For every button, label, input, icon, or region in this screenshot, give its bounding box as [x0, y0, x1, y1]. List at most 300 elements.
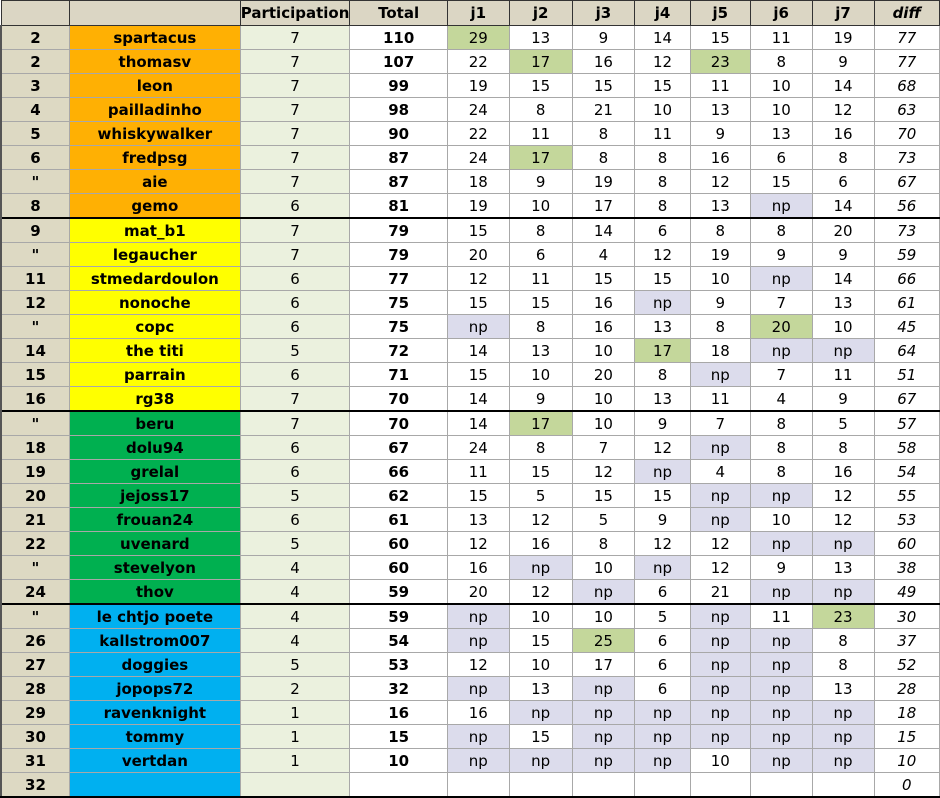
table-row — [1, 460, 940, 484]
score-cell-j5: 8 — [690, 315, 750, 339]
score-cell-j7: np — [812, 749, 874, 773]
rank-cell: 14 — [1, 339, 69, 363]
participation-cell: 6 — [240, 436, 350, 460]
score-cell-j2: 8 — [509, 436, 572, 460]
total-header: Total — [350, 1, 447, 26]
total-cell: 77 — [350, 267, 447, 291]
score-cell-j1: 12 — [447, 653, 509, 677]
table-row — [1, 604, 940, 629]
diff-cell: 70 — [874, 122, 940, 146]
participation-header: Participation — [240, 1, 350, 26]
total-cell: 15 — [350, 725, 447, 749]
score-cell-j5: 19 — [690, 243, 750, 267]
j3-header: j3 — [572, 1, 635, 26]
score-cell-j1: 19 — [447, 194, 509, 219]
score-cell-j1: np — [447, 629, 509, 653]
diff-cell: 54 — [874, 460, 940, 484]
score-cell-j3: 16 — [572, 291, 635, 315]
player-name-cell: pailladinho — [69, 98, 240, 122]
score-cell-j2: 17 — [509, 50, 572, 74]
total-cell: 81 — [350, 194, 447, 219]
total-cell: 10 — [350, 749, 447, 773]
score-cell-j2: 9 — [509, 387, 572, 412]
participation-cell: 7 — [240, 74, 350, 98]
score-cell-j5: np — [690, 725, 750, 749]
score-cell-j2: 5 — [509, 484, 572, 508]
diff-cell: 53 — [874, 508, 940, 532]
score-cell-j6: 10 — [750, 74, 812, 98]
total-cell: 66 — [350, 460, 447, 484]
score-cell-j7: 8 — [812, 653, 874, 677]
score-cell-j4: 14 — [635, 26, 690, 50]
score-cell-j2: 8 — [509, 315, 572, 339]
score-cell-j1: 13 — [447, 508, 509, 532]
player-name-cell: le chtjo poete — [69, 604, 240, 629]
rank-cell: 6 — [1, 146, 69, 170]
participation-cell: 7 — [240, 243, 350, 267]
score-cell-j4: 8 — [635, 194, 690, 219]
score-cell-j5: 10 — [690, 267, 750, 291]
score-cell-j5: 7 — [690, 411, 750, 436]
score-cell-j4: 12 — [635, 532, 690, 556]
participation-cell: 4 — [240, 629, 350, 653]
score-cell-j4: 15 — [635, 74, 690, 98]
player-name-cell: fredpsg — [69, 146, 240, 170]
diff-cell: 77 — [874, 26, 940, 50]
score-cell-j4: np — [635, 701, 690, 725]
diff-cell: 37 — [874, 629, 940, 653]
score-cell-j6: 4 — [750, 387, 812, 412]
participation-cell: 6 — [240, 508, 350, 532]
score-cell-j3: 10 — [572, 339, 635, 363]
table-row — [1, 629, 940, 653]
table-row — [1, 556, 940, 580]
score-cell-j7: 13 — [812, 677, 874, 701]
table-row — [1, 243, 940, 267]
score-cell-j7: 9 — [812, 243, 874, 267]
score-cell-j4: 8 — [635, 170, 690, 194]
player-name-cell: thov — [69, 580, 240, 605]
score-cell-j5: 13 — [690, 194, 750, 219]
participation-cell: 4 — [240, 556, 350, 580]
score-cell-j6: 8 — [750, 460, 812, 484]
score-cell-j3: 9 — [572, 26, 635, 50]
player-name-cell: jopops72 — [69, 677, 240, 701]
j6-header: j6 — [750, 1, 812, 26]
score-cell-j3: np — [572, 701, 635, 725]
score-cell-j1: 19 — [447, 74, 509, 98]
score-cell-j4: 5 — [635, 604, 690, 629]
rank-cell: " — [1, 170, 69, 194]
score-cell-j2: 12 — [509, 580, 572, 605]
table-row — [1, 677, 940, 701]
rank-cell: 4 — [1, 98, 69, 122]
score-cell-j4: 6 — [635, 218, 690, 243]
score-cell-j3: 17 — [572, 653, 635, 677]
participation-cell: 4 — [240, 604, 350, 629]
diff-cell: 61 — [874, 291, 940, 315]
score-cell-j7: 11 — [812, 363, 874, 387]
score-cell-j6: np — [750, 580, 812, 605]
score-cell-j2: 16 — [509, 532, 572, 556]
score-cell-j2: 17 — [509, 411, 572, 436]
score-cell-j5: 10 — [690, 749, 750, 773]
score-cell-j6: np — [750, 629, 812, 653]
diff-cell: 73 — [874, 218, 940, 243]
table-row — [1, 701, 940, 725]
score-cell-j3: 10 — [572, 604, 635, 629]
score-cell-j6: np — [750, 701, 812, 725]
score-cell-j4: 9 — [635, 411, 690, 436]
score-cell-j6: 9 — [750, 556, 812, 580]
score-cell-j2: 13 — [509, 339, 572, 363]
rank-cell: " — [1, 315, 69, 339]
score-cell-j4: 6 — [635, 653, 690, 677]
participation-cell: 1 — [240, 725, 350, 749]
table-row — [1, 339, 940, 363]
player-name-cell: tommy — [69, 725, 240, 749]
table-row — [1, 74, 940, 98]
score-cell-j7: 9 — [812, 50, 874, 74]
diff-cell: 59 — [874, 243, 940, 267]
score-cell-j3: 17 — [572, 194, 635, 219]
score-cell-j2: 13 — [509, 677, 572, 701]
score-cell-j3: 16 — [572, 315, 635, 339]
score-cell-j2: 15 — [509, 460, 572, 484]
j1-header: j1 — [447, 1, 509, 26]
player-name-cell: rg38 — [69, 387, 240, 412]
score-cell-j3: 15 — [572, 484, 635, 508]
score-cell-j6: np — [750, 267, 812, 291]
score-cell-j4: 15 — [635, 267, 690, 291]
score-cell-j4: np — [635, 460, 690, 484]
score-cell-j7: 19 — [812, 26, 874, 50]
diff-cell: 10 — [874, 749, 940, 773]
diff-cell: 45 — [874, 315, 940, 339]
score-cell-j3: 8 — [572, 146, 635, 170]
diff-cell: 60 — [874, 532, 940, 556]
diff-cell: 57 — [874, 411, 940, 436]
score-cell-j2: np — [509, 701, 572, 725]
score-cell-j1: 24 — [447, 146, 509, 170]
score-cell-j1: 16 — [447, 701, 509, 725]
diff-cell: 68 — [874, 74, 940, 98]
score-cell-j1: 24 — [447, 98, 509, 122]
score-cell-j7: 14 — [812, 74, 874, 98]
table-row — [1, 387, 940, 412]
score-cell-j1: 14 — [447, 411, 509, 436]
score-cell-j5: np — [690, 629, 750, 653]
score-cell-j4 — [635, 773, 690, 798]
score-cell-j5 — [690, 773, 750, 798]
rank-cell: 16 — [1, 387, 69, 412]
rank-cell: 29 — [1, 701, 69, 725]
score-cell-j3: 10 — [572, 556, 635, 580]
player-name-cell: the titi — [69, 339, 240, 363]
table-row — [1, 218, 940, 243]
score-cell-j7: np — [812, 580, 874, 605]
score-cell-j5: 12 — [690, 532, 750, 556]
score-cell-j7: np — [812, 339, 874, 363]
diff-cell: 66 — [874, 267, 940, 291]
score-cell-j6: np — [750, 749, 812, 773]
participation-cell: 6 — [240, 291, 350, 315]
score-cell-j7: 14 — [812, 194, 874, 219]
score-cell-j3: 19 — [572, 170, 635, 194]
score-cell-j2 — [509, 773, 572, 798]
score-cell-j5: 18 — [690, 339, 750, 363]
score-cell-j7: 12 — [812, 484, 874, 508]
participation-cell: 7 — [240, 146, 350, 170]
table-row — [1, 291, 940, 315]
score-cell-j1: 16 — [447, 556, 509, 580]
score-cell-j2: 8 — [509, 218, 572, 243]
score-cell-j2: 17 — [509, 146, 572, 170]
total-cell: 70 — [350, 387, 447, 412]
diff-header: diff — [874, 1, 940, 26]
total-cell: 61 — [350, 508, 447, 532]
table-row — [1, 363, 940, 387]
score-cell-j6: np — [750, 484, 812, 508]
participation-cell: 2 — [240, 677, 350, 701]
table-row — [1, 411, 940, 436]
player-name-cell: frouan24 — [69, 508, 240, 532]
total-cell: 54 — [350, 629, 447, 653]
rank-cell: 28 — [1, 677, 69, 701]
player-name-cell: leon — [69, 74, 240, 98]
score-cell-j7: 8 — [812, 629, 874, 653]
score-cell-j5: 9 — [690, 122, 750, 146]
player-name-cell: uvenard — [69, 532, 240, 556]
score-cell-j4: 13 — [635, 315, 690, 339]
diff-cell: 51 — [874, 363, 940, 387]
score-cell-j3: 4 — [572, 243, 635, 267]
table-row — [1, 194, 940, 219]
score-cell-j6 — [750, 773, 812, 798]
rank-cell: 3 — [1, 74, 69, 98]
score-cell-j3: 15 — [572, 74, 635, 98]
diff-cell: 73 — [874, 146, 940, 170]
total-cell: 107 — [350, 50, 447, 74]
table-row — [1, 122, 940, 146]
diff-cell: 15 — [874, 725, 940, 749]
rank-cell: " — [1, 243, 69, 267]
score-cell-j4: 13 — [635, 387, 690, 412]
score-cell-j7: 20 — [812, 218, 874, 243]
table-row — [1, 749, 940, 773]
participation-cell: 5 — [240, 532, 350, 556]
player-name-cell: spartacus — [69, 26, 240, 50]
rank-cell: 8 — [1, 194, 69, 219]
score-cell-j4: np — [635, 749, 690, 773]
participation-cell: 7 — [240, 98, 350, 122]
player-name-cell: mat_b1 — [69, 218, 240, 243]
participation-cell: 1 — [240, 749, 350, 773]
player-name-cell: nonoche — [69, 291, 240, 315]
score-cell-j5: 11 — [690, 387, 750, 412]
score-cell-j6: 10 — [750, 98, 812, 122]
participation-cell: 6 — [240, 267, 350, 291]
participation-cell: 5 — [240, 484, 350, 508]
score-cell-j4: 15 — [635, 484, 690, 508]
rank-cell: " — [1, 411, 69, 436]
score-cell-j6: np — [750, 532, 812, 556]
diff-cell: 18 — [874, 701, 940, 725]
score-cell-j6: np — [750, 677, 812, 701]
rank-cell: " — [1, 604, 69, 629]
rank-cell: 21 — [1, 508, 69, 532]
table-row — [1, 267, 940, 291]
score-cell-j7: 14 — [812, 267, 874, 291]
rank-cell: 18 — [1, 436, 69, 460]
score-cell-j5: np — [690, 653, 750, 677]
score-cell-j7: 23 — [812, 604, 874, 629]
score-cell-j5: 16 — [690, 146, 750, 170]
table-row — [1, 484, 940, 508]
score-cell-j2: 10 — [509, 604, 572, 629]
score-cell-j2: 10 — [509, 194, 572, 219]
score-cell-j4: 6 — [635, 677, 690, 701]
score-cell-j2: 11 — [509, 122, 572, 146]
score-cell-j5: 9 — [690, 291, 750, 315]
score-cell-j1: np — [447, 677, 509, 701]
score-cell-j4: 8 — [635, 363, 690, 387]
score-cell-j1: 11 — [447, 460, 509, 484]
score-cell-j6: np — [750, 194, 812, 219]
score-cell-j2: 12 — [509, 508, 572, 532]
player-name-cell — [69, 773, 240, 798]
total-cell: 79 — [350, 243, 447, 267]
diff-cell: 56 — [874, 194, 940, 219]
j7-header: j7 — [812, 1, 874, 26]
participation-cell: 4 — [240, 580, 350, 605]
score-cell-j1: 12 — [447, 267, 509, 291]
player-name-cell: kallstrom007 — [69, 629, 240, 653]
table-row — [1, 98, 940, 122]
score-cell-j6: np — [750, 725, 812, 749]
table-row — [1, 436, 940, 460]
score-cell-j1: 18 — [447, 170, 509, 194]
score-cell-j2: 8 — [509, 98, 572, 122]
score-cell-j7: 13 — [812, 556, 874, 580]
player-name-cell: doggies — [69, 653, 240, 677]
score-cell-j3: np — [572, 749, 635, 773]
diff-cell: 28 — [874, 677, 940, 701]
score-cell-j7: 8 — [812, 436, 874, 460]
score-cell-j5: 11 — [690, 74, 750, 98]
participation-cell: 6 — [240, 315, 350, 339]
participation-cell: 7 — [240, 122, 350, 146]
rank-cell: 26 — [1, 629, 69, 653]
player-name-cell: legaucher — [69, 243, 240, 267]
table-row — [1, 653, 940, 677]
score-cell-j4: 12 — [635, 436, 690, 460]
score-cell-j7: np — [812, 725, 874, 749]
diff-cell: 55 — [874, 484, 940, 508]
j2-header: j2 — [509, 1, 572, 26]
score-cell-j2: 13 — [509, 26, 572, 50]
score-cell-j3: 10 — [572, 387, 635, 412]
score-cell-j7: 16 — [812, 122, 874, 146]
rank-cell: 32 — [1, 773, 69, 798]
rank-cell: 20 — [1, 484, 69, 508]
player-name-cell: gemo — [69, 194, 240, 219]
score-cell-j6: np — [750, 653, 812, 677]
diff-cell: 30 — [874, 604, 940, 629]
participation-cell: 7 — [240, 411, 350, 436]
diff-cell: 63 — [874, 98, 940, 122]
player-name-cell: beru — [69, 411, 240, 436]
score-cell-j7: 8 — [812, 146, 874, 170]
score-cell-j7: 16 — [812, 460, 874, 484]
score-cell-j1: 22 — [447, 122, 509, 146]
score-cell-j5: 15 — [690, 26, 750, 50]
score-cell-j1: 15 — [447, 484, 509, 508]
rank-cell: 11 — [1, 267, 69, 291]
table-body — [1, 26, 940, 798]
total-cell: 32 — [350, 677, 447, 701]
score-cell-j3: 21 — [572, 98, 635, 122]
participation-cell: 6 — [240, 194, 350, 219]
participation-cell: 5 — [240, 653, 350, 677]
score-cell-j4: 8 — [635, 146, 690, 170]
score-cell-j1: 20 — [447, 243, 509, 267]
score-cell-j5: np — [690, 677, 750, 701]
name-header — [69, 1, 240, 26]
total-cell: 75 — [350, 291, 447, 315]
score-cell-j1: 14 — [447, 339, 509, 363]
table-row — [1, 146, 940, 170]
diff-cell: 77 — [874, 50, 940, 74]
player-name-cell: whiskywalker — [69, 122, 240, 146]
player-name-cell: ravenknight — [69, 701, 240, 725]
rank-header — [1, 1, 69, 26]
score-cell-j1: 29 — [447, 26, 509, 50]
player-name-cell: dolu94 — [69, 436, 240, 460]
table-row — [1, 580, 940, 605]
total-cell: 110 — [350, 26, 447, 50]
total-cell: 72 — [350, 339, 447, 363]
score-cell-j1: np — [447, 725, 509, 749]
score-cell-j3: 16 — [572, 50, 635, 74]
score-cell-j2: 6 — [509, 243, 572, 267]
score-cell-j7 — [812, 773, 874, 798]
score-cell-j1: np — [447, 315, 509, 339]
table-row — [1, 170, 940, 194]
rank-cell: 31 — [1, 749, 69, 773]
score-cell-j3: 10 — [572, 411, 635, 436]
score-cell-j3: 8 — [572, 122, 635, 146]
diff-cell: 64 — [874, 339, 940, 363]
total-cell: 16 — [350, 701, 447, 725]
score-cell-j6: 7 — [750, 363, 812, 387]
score-cell-j7: 5 — [812, 411, 874, 436]
score-cell-j5: np — [690, 604, 750, 629]
score-cell-j6: 8 — [750, 411, 812, 436]
score-cell-j2: np — [509, 556, 572, 580]
score-cell-j2: 9 — [509, 170, 572, 194]
total-cell: 79 — [350, 218, 447, 243]
score-cell-j4: 6 — [635, 629, 690, 653]
rank-cell: 5 — [1, 122, 69, 146]
participation-cell: 7 — [240, 218, 350, 243]
total-cell: 70 — [350, 411, 447, 436]
player-name-cell: parrain — [69, 363, 240, 387]
total-cell: 98 — [350, 98, 447, 122]
total-cell: 71 — [350, 363, 447, 387]
player-name-cell: thomasv — [69, 50, 240, 74]
score-cell-j6: 11 — [750, 604, 812, 629]
